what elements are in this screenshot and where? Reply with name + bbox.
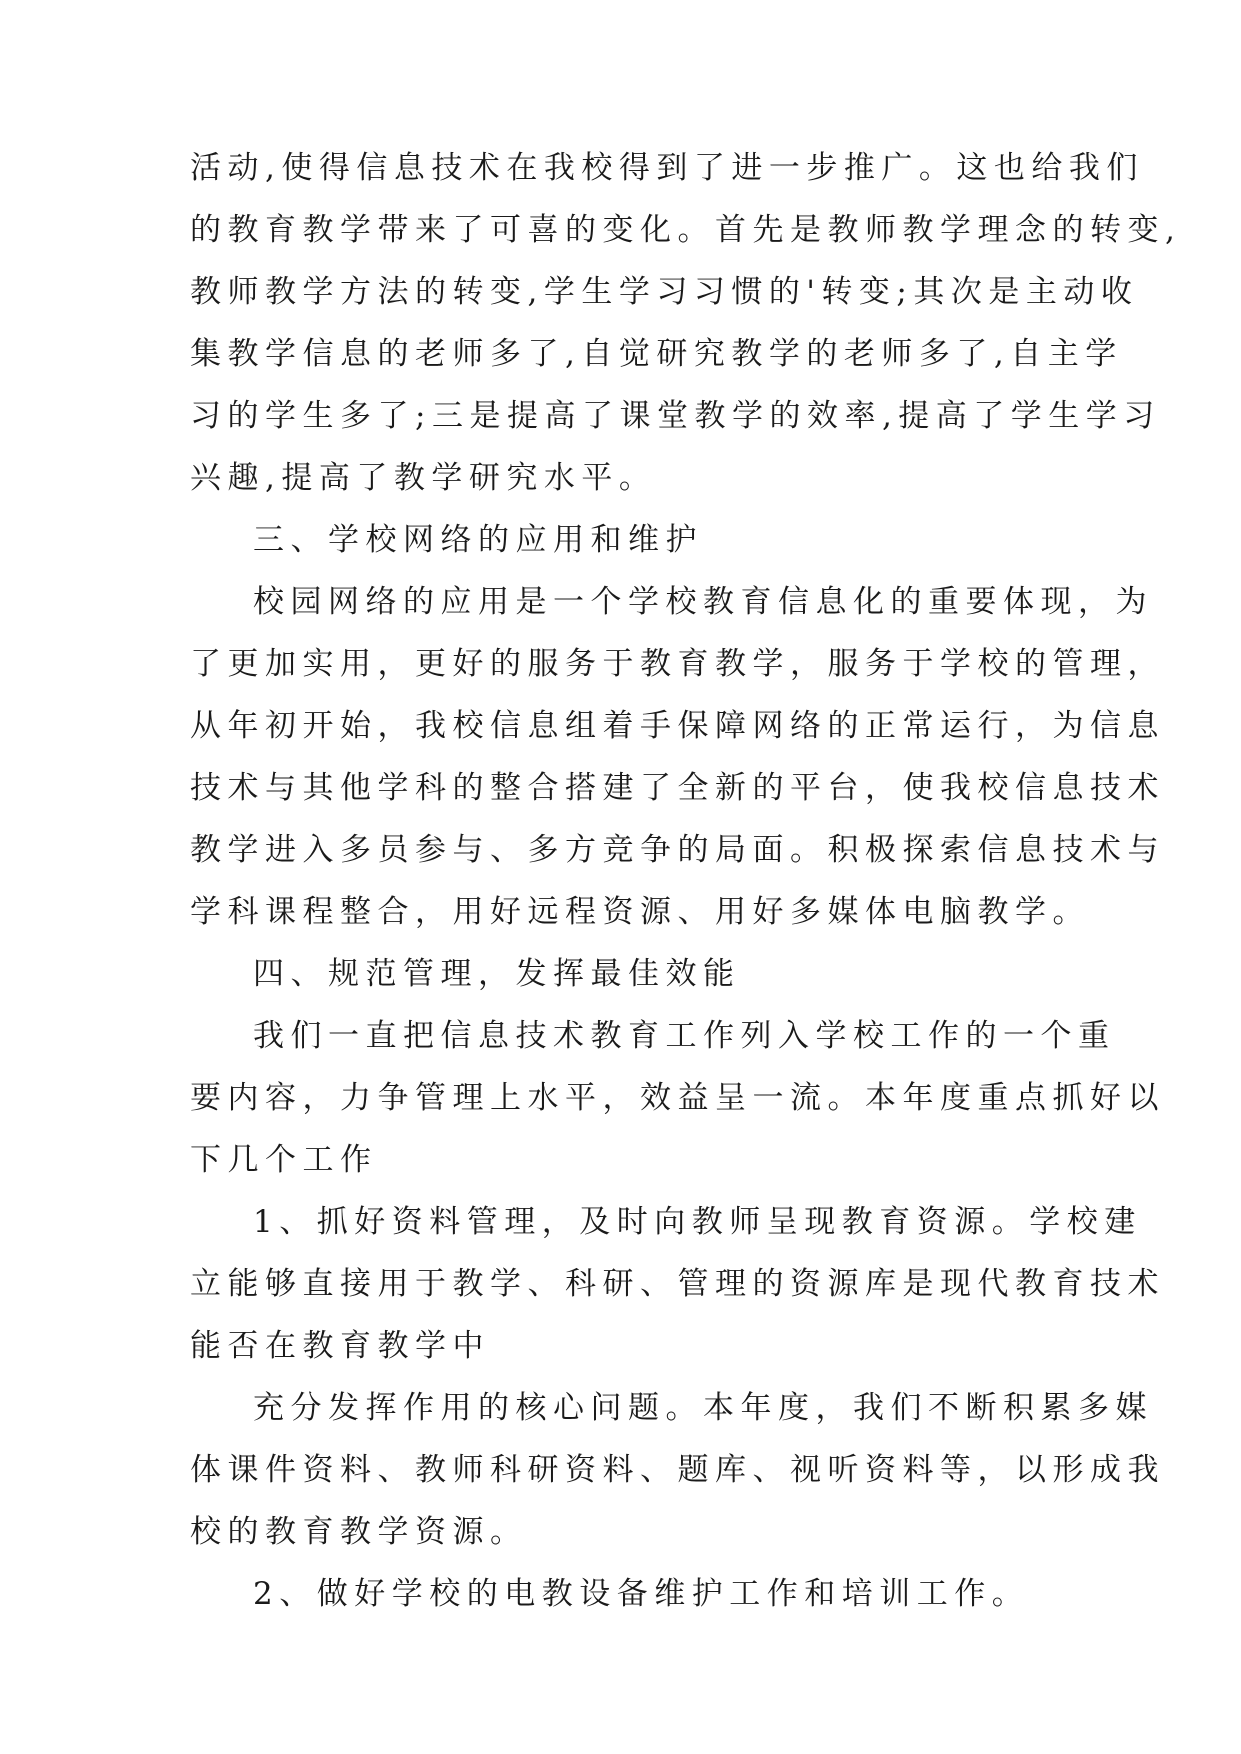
body-text-line: 我们一直把信息技术教育工作列入学校工作的一个重 xyxy=(253,1018,1116,1054)
body-text-line: 校的教育教学资源。 xyxy=(190,1514,528,1550)
body-text-line: 要内容，力争管理上水平，效益呈一流。本年度重点抓好以 xyxy=(190,1080,1165,1116)
body-text-line: 兴趣,提高了教学研究水平。 xyxy=(190,460,657,496)
body-text-line: 充分发挥作用的核心问题。本年度，我们不断积累多媒 xyxy=(253,1390,1153,1426)
body-text-line: 的教育教学带来了可喜的变化。首先是教师教学理念的转变, xyxy=(190,212,1182,248)
body-text-line: 能否在教育教学中 xyxy=(190,1328,490,1364)
body-text-line: 下几个工作 xyxy=(190,1142,378,1178)
section-heading-3: 三、学校网络的应用和维护 xyxy=(253,522,703,558)
section-heading-4: 四、规范管理，发挥最佳效能 xyxy=(253,956,741,992)
list-item-1: 1、抓好资料管理，及时向教师呈现教育资源。学校建 xyxy=(253,1204,1142,1240)
body-text-line: 校园网络的应用是一个学校教育信息化的重要体现，为 xyxy=(253,584,1153,620)
body-text-line: 教师教学方法的转变,学生学习习惯的'转变;其次是主动收 xyxy=(190,274,1139,310)
list-item-2: 2、做好学校的电教设备维护工作和培训工作。 xyxy=(253,1576,1030,1612)
body-text-line: 教学进入多员参与、多方竞争的局面。积极探索信息技术与 xyxy=(190,832,1165,868)
body-text-line: 立能够直接用于教学、科研、管理的资源库是现代教育技术 xyxy=(190,1266,1165,1302)
body-text-line: 集教学信息的老师多了,自觉研究教学的老师多了,自主学 xyxy=(190,336,1123,372)
body-text-line: 习的学生多了;三是提高了课堂教学的效率,提高了学生学习 xyxy=(190,398,1161,434)
body-text-line: 了更加实用，更好的服务于教育教学，服务于学校的管理， xyxy=(190,646,1165,682)
body-text-line: 从年初开始，我校信息组着手保障网络的正常运行，为信息 xyxy=(190,708,1165,744)
body-text-line: 体课件资料、教师科研资料、题库、视听资料等，以形成我 xyxy=(190,1452,1165,1488)
body-text-line: 学科课程整合，用好远程资源、用好多媒体电脑教学。 xyxy=(190,894,1090,930)
body-text-line: 技术与其他学科的整合搭建了全新的平台，使我校信息技术 xyxy=(190,770,1165,806)
body-text-line: 活动,使得信息技术在我校得到了进一步推广。这也给我们 xyxy=(190,150,1144,186)
